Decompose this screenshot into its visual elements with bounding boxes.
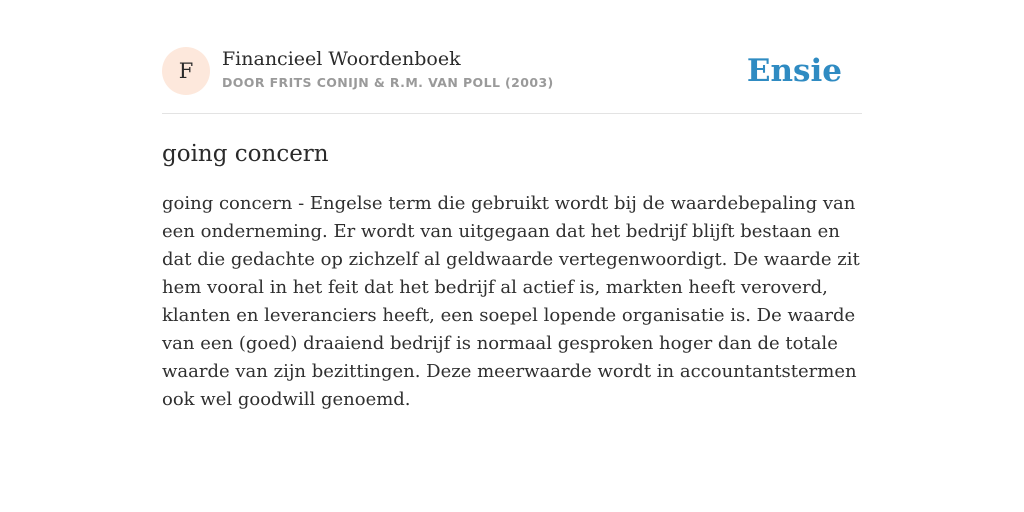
- dictionary-header: [162, 47, 862, 114]
- dictionary-title[interactable]: Financieel Woordenboek: [222, 48, 461, 70]
- page: [162, 0, 862, 414]
- entry-definition: going concern - Engelse term die gebruikt wordt bij de waardebepaling van een onderneming. Er wordt van uitgegaan dat het bedrijf blijft bestaan en dat die gedachte op zichzelf al geldwaarde vertegenwoordigt. De waarde zit hem vooral in het feit dat het bedrijf al actief is, markten heeft veroverd, klanten en leveranciers heeft, een soepel lopende organisatie is. De waarde van een (goed) draaiend bedrijf is normaal gesproken hoger dan de totale waarde van zijn bezittingen. Deze meerwaarde wordt in accountantstermen ook wel goodwill genoemd.: [162, 193, 860, 410]
- dictionary-author: DOOR FRITS CONIJN & R.M. VAN POLL (2003): [222, 75, 554, 90]
- entry-term: going concern: [162, 141, 329, 167]
- dictionary-avatar[interactable]: F: [162, 47, 210, 95]
- ensie-logo[interactable]: Ensie: [746, 53, 842, 89]
